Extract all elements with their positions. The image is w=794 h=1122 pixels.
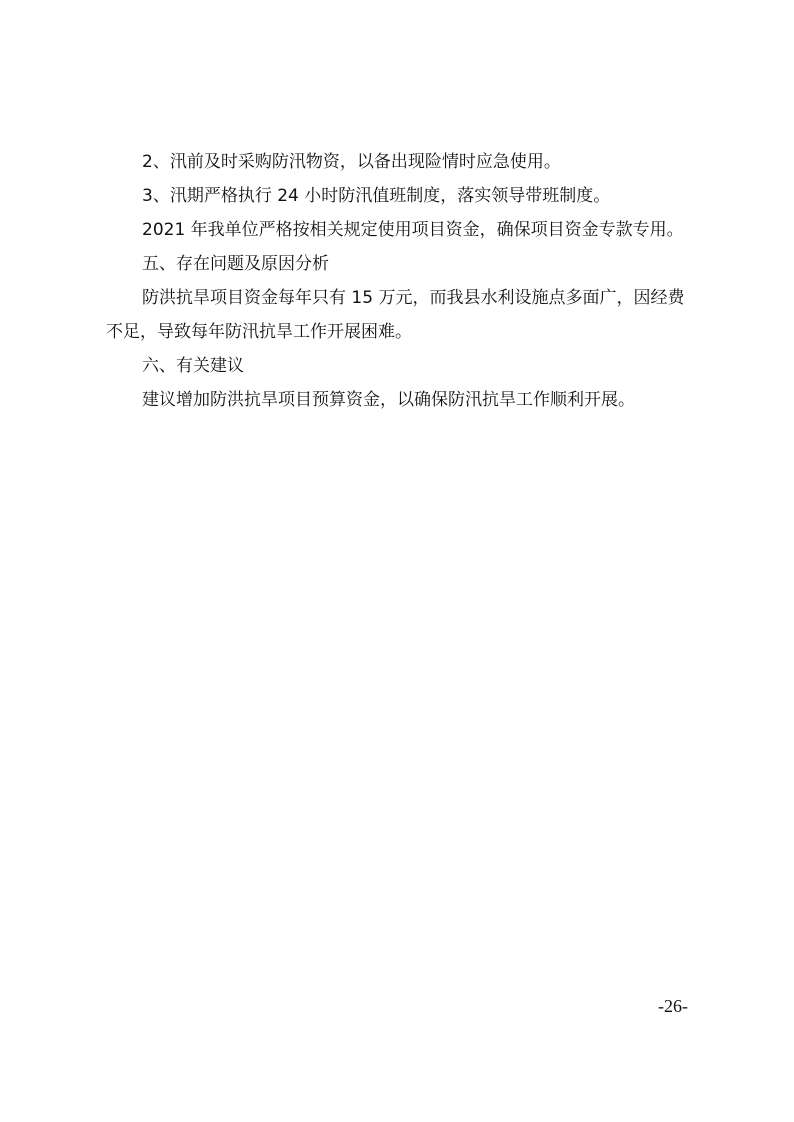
document-body	[106, 145, 694, 417]
page-number: -26-	[658, 996, 688, 1016]
section-heading: 六、有关建议	[142, 356, 244, 376]
body-paragraph: 3、汛期严格执行 24 小时防汛值班制度，落实领导带班制度。	[142, 186, 611, 206]
body-paragraph: 建议增加防洪抗旱项目预算资金，以确保防汛抗旱工作顺利开展。	[142, 390, 635, 410]
body-paragraph: 2021 年我单位严格按相关规定使用项目资金，确保项目资金专款专用。	[142, 220, 684, 240]
body-paragraph: 2、汛前及时采购防汛物资，以备出现险情时应急使用。	[142, 152, 561, 172]
section-heading: 五、存在问题及原因分析	[142, 254, 329, 274]
body-paragraph: 防洪抗旱项目资金每年只有 15 万元，而我县水利设施点多面广，因经费不足，导致每年防汛抗旱工作开展困难。	[106, 288, 685, 342]
